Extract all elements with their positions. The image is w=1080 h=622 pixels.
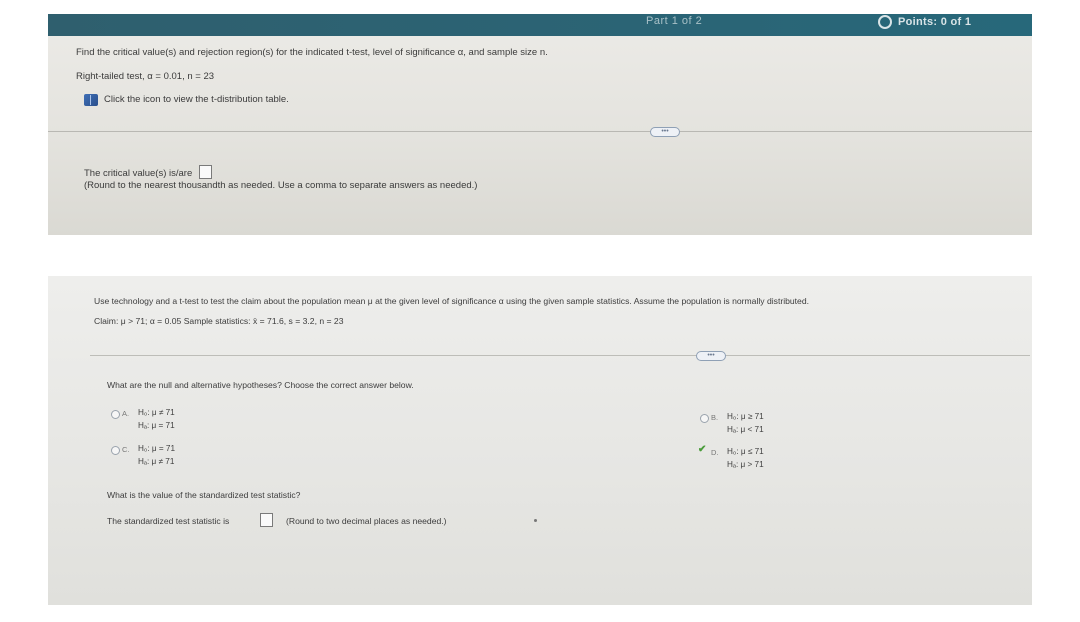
- question-instructions: Find the critical value(s) and rejection region(s) for the indicated t-test, level of significance α, and sample size n.: [76, 47, 548, 58]
- header-bar: [48, 14, 1032, 36]
- divider: [48, 131, 1032, 132]
- test-statistic-prompt: The standardized test statistic is: [107, 516, 230, 526]
- option-c-radio[interactable]: [111, 446, 120, 455]
- option-a-alt: Hₐ: μ = 71: [138, 421, 175, 430]
- question-instructions: Use technology and a t-test to test the claim about the population mean μ at the given level of significance α using the given sample statistics. Assume the population is normally distributed.: [94, 296, 810, 306]
- selected-check-icon: ✔: [698, 444, 707, 455]
- option-b-radio[interactable]: [700, 414, 709, 423]
- progress-circle-icon: [878, 15, 892, 29]
- test-statistic-hint: (Round to two decimal places as needed.): [286, 516, 447, 526]
- option-a-radio[interactable]: [111, 410, 120, 419]
- option-b-letter: B.: [711, 413, 719, 422]
- t-table-link[interactable]: Click the icon to view the t-distribution table.: [104, 94, 289, 105]
- question-parameters: Right-tailed test, α = 0.01, n = 23: [76, 71, 215, 82]
- option-c-alt: Hₐ: μ ≠ 71: [138, 457, 175, 466]
- bottom-question-panel: [48, 276, 1032, 605]
- critical-value-hint: (Round to the nearest thousandth as needed. Use a comma to separate answers as needed.): [84, 180, 478, 191]
- part-indicator: Part 1 of 2: [646, 15, 703, 27]
- option-a-letter: A.: [122, 409, 130, 418]
- option-b-alt: Hₐ: μ < 71: [727, 425, 764, 434]
- expand-more-button[interactable]: •••: [650, 127, 680, 137]
- stray-dot: [534, 519, 537, 522]
- divider: [90, 355, 1030, 356]
- t-table-book-icon[interactable]: [84, 94, 98, 106]
- expand-more-button[interactable]: •••: [696, 351, 726, 361]
- option-a-null: H₀: μ ≠ 71: [138, 408, 175, 417]
- top-question-panel: [48, 14, 1032, 235]
- hypotheses-question: What are the null and alternative hypotheses? Choose the correct answer below.: [107, 380, 414, 390]
- option-c-null: H₀: μ = 71: [138, 444, 176, 453]
- points-label: Points: 0 of 1: [898, 16, 972, 28]
- option-d-letter: D.: [711, 448, 719, 457]
- option-d-null: H₀: μ ≤ 71: [727, 447, 764, 456]
- option-d-alt: Hₐ: μ > 71: [727, 460, 764, 469]
- option-b-null: H₀: μ ≥ 71: [727, 412, 764, 421]
- points-indicator: [878, 15, 971, 29]
- critical-value-input[interactable]: [199, 165, 212, 179]
- test-statistic-input[interactable]: [260, 513, 273, 527]
- critical-value-prompt: The critical value(s) is/are: [84, 168, 193, 179]
- option-c-letter: C.: [122, 445, 130, 454]
- question-claim: Claim: μ > 71; α = 0.05 Sample statistics: x̄ = 71.6, s = 3.2, n = 23: [94, 316, 344, 326]
- test-statistic-question: What is the value of the standardized test statistic?: [107, 490, 301, 500]
